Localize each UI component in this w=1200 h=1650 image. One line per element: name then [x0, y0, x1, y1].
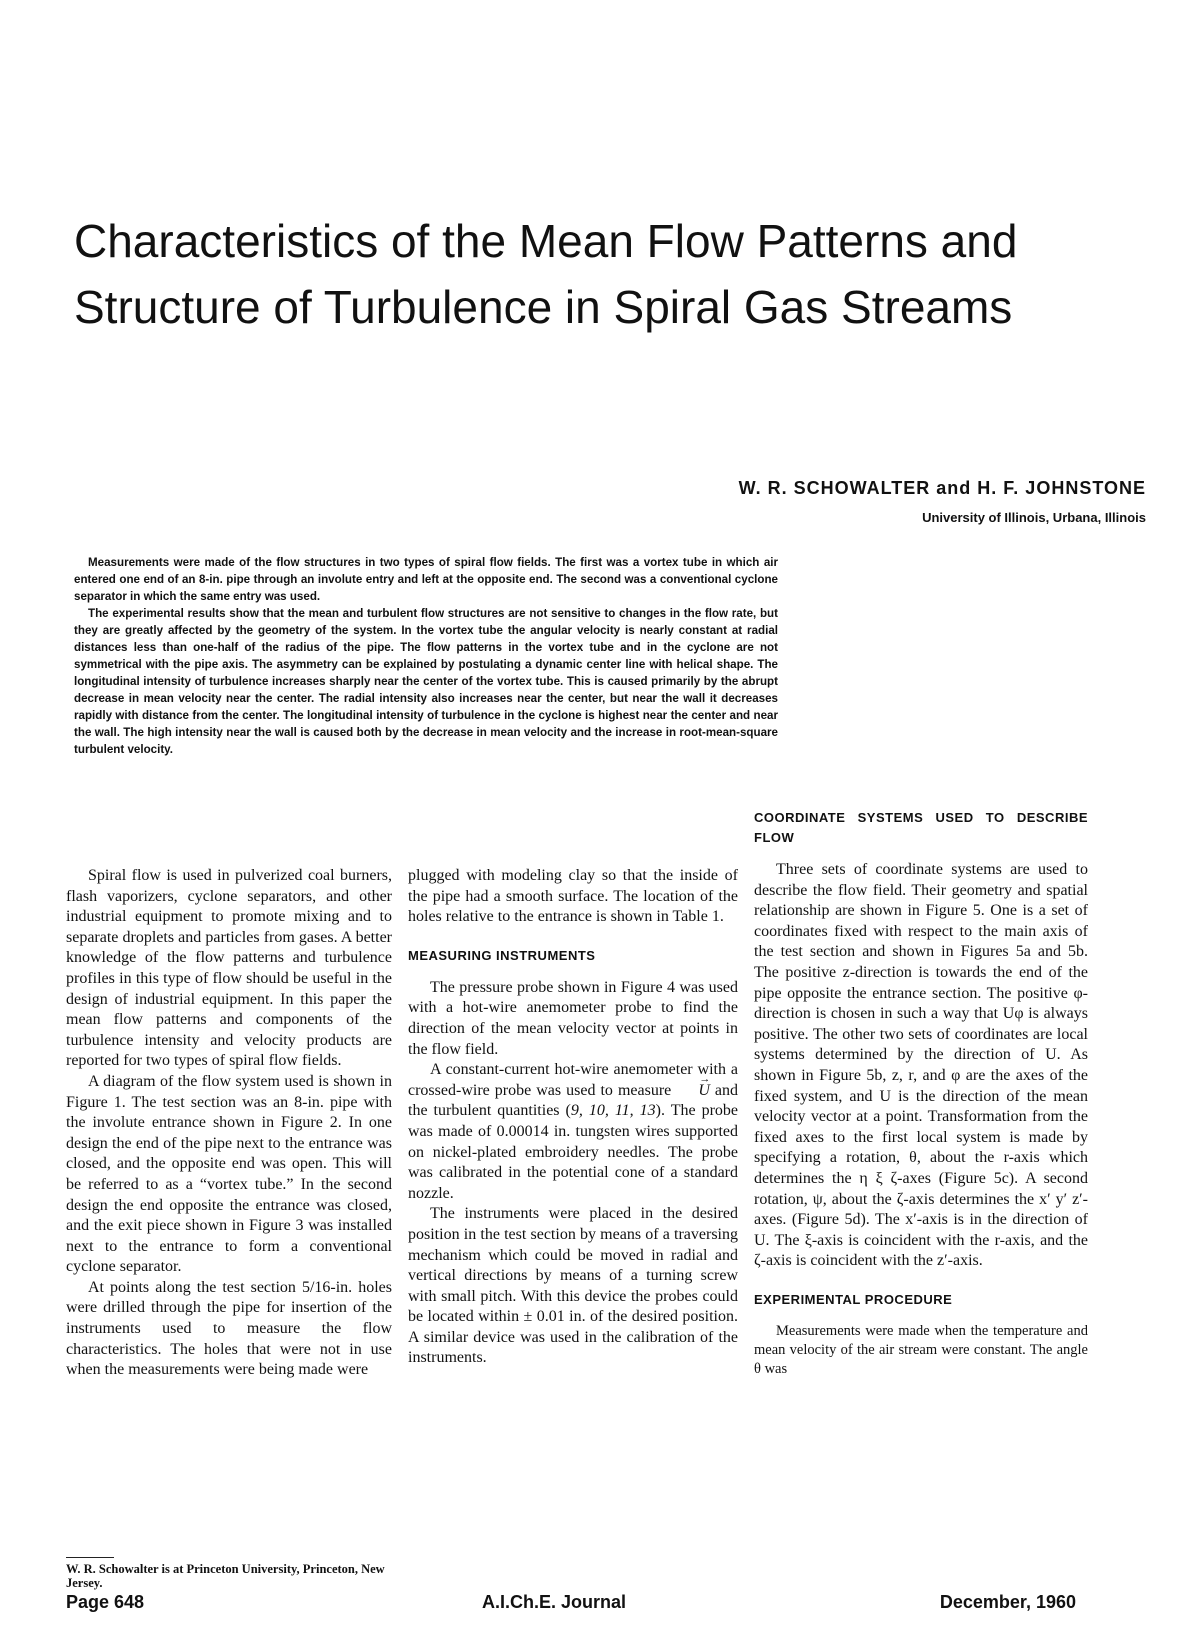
abstract-paragraph: Measurements were made of the flow structures in two types of spiral flow fields. The first was a vortex tube in which air entered one end of an 8-in. pipe through an involute entry and left at the opposite end. The second was a conventional cyclone separator in which the same entry was used.: [74, 556, 778, 603]
body-text: ). The probe was made of 0.00014 in. tungsten wires supported on nickel-plated embroidery needles. The probe was calibrated in the potential cone of a standard nozzle.: [408, 1102, 739, 1202]
body-paragraph: A diagram of the flow system used is shown in Figure 1. The test section was an 8-in. pipe with the involute entrance shown in Figure 2. In one design the end of the pipe next to the entrance was closed, and the opposite end was open. This will be referred to as a “vortex tube.” In the second design the end opposite the entrance was closed, and the exit piece shown in Figure 3 was installed next to the entrance to form a conventional cyclone separator.: [66, 1072, 392, 1276]
abstract: [74, 554, 778, 758]
body-paragraph: [408, 1060, 738, 1204]
page-number: Page 648: [66, 1592, 145, 1612]
body-text: and the turbulent quantities (: [408, 1081, 739, 1120]
body-text: A constant-current hot-wire anemometer with a crossed-wire probe was used to measure: [408, 1061, 738, 1099]
section-heading: MEASURING INSTRUMENTS: [408, 947, 596, 963]
section-heading: COORDINATE SYSTEMS USED TO DESCRIBE FLOW: [754, 810, 1088, 845]
body-paragraph: The instruments were placed in the desired position in the test section by means of a traversing mechanism which could be moved in radial and vertical directions by means of a turning screw with small pitch. With this device the probes could be located within ± 0.01 in. of the desired position. A similar device was used in the calibration of the instruments.: [408, 1205, 738, 1367]
body-paragraph: Measurements were made when the temperature and mean velocity of the air stream were constant. The angle θ was: [754, 1322, 1088, 1377]
body-paragraph: At points along the test section 5/16-in. holes were drilled through the pipe for insertion of the instruments used to measure the flow characteristics. The holes that were not in use when the measurements were being made were: [66, 1278, 392, 1379]
footnote-divider: [66, 1557, 114, 1558]
column-3: [754, 808, 1088, 1379]
footnote: W. R. Schowalter is at Princeton University, Princeton, New Jersey.: [66, 1562, 385, 1590]
body-paragraph: Spiral flow is used in pulverized coal burners, flash vaporizers, cyclone separators, and other industrial equipment to promote mixing and to separate droplets and particles from gases. A better knowledge of the flow patterns and turbulence profiles in this type of flow should be useful in the design of industrial equipment. In this paper the mean flow patterns and components of the turbulence intensity and velocity products are reported for two types of spiral flow fields.: [66, 867, 392, 1070]
column-1: [66, 866, 392, 1381]
issue-date: December, 1960: [939, 1592, 1076, 1612]
body-paragraph: The pressure probe shown in Figure 4 was used with a hot-wire anemometer probe to find the direction of the mean velocity vector at points in the flow field.: [408, 978, 738, 1058]
journal-name: A.I.Ch.E. Journal: [482, 1592, 627, 1612]
body-paragraph: Three sets of coordinate systems are used to describe the flow field. Their geometry and spatial relationship are shown in Figure 5. One is a set of coordinates fixed with respect to the main axis of the test section and shown in Figures 5a and 5b. The positive z-direction is towards the end of the pipe opposite the entrance section. The positive φ-direction is chosen in such a way that Uφ is always positive. The other two sets of coordinates are local systems determined by the direction of U. As shown in Figure 5b, z, r, and φ are the axes of the fixed system, and U is the direction of the mean velocity vector at a point. Transformation from the fixed axes to the first local system is made by specifying a rotation, θ, about the r-axis which determines the η ξ ζ-axes (Figure 5c). A second rotation, ψ, about the ζ-axis determines the x′ y′ z′-axes. (Figure 5d). The x′-axis is in the direction of U. The ξ-axis is coincident with the r-axis, and the ζ-axis is coincident with the z′-axis.: [754, 861, 1088, 1270]
body-paragraph: plugged with modeling clay so that the inside of the pipe had a smooth surface. The location of the holes relative to the entrance is shown in Table 1.: [408, 867, 738, 926]
abstract-paragraph: The experimental results show that the mean and turbulent flow structures are not sensitive to changes in the flow rate, but they are greatly affected by the geometry of the system. In the vortex tube the angular velocity is nearly constant at radial distances less than one-half of the radius of the pipe. The flow patterns in the vortex tube and in the cyclone are not symmetrical with the pipe axis. The asymmetry can be explained by postulating a dynamic center line with helical shape. The longitudinal intensity of turbulence increases sharply near the center of the vortex tube. This is caused primarily by the abrupt decrease in mean velocity near the center. The radial intensity also increases near the center, but near the wall it decreases rapidly with distance from the center. The longitudinal intensity of turbulence in the cyclone is highest near the center and near the wall. The high intensity near the wall is caused both by the decrease in mean velocity and the increase in root-mean-square turbulent velocity.: [74, 607, 778, 756]
affiliation: University of Illinois, Urbana, Illinois: [922, 510, 1146, 525]
authors: W. R. SCHOWALTER and H. F. JOHNSTONE: [738, 478, 1146, 498]
velocity-vector-symbol: → U: [676, 1081, 710, 1102]
section-heading: EXPERIMENTAL PROCEDURE: [754, 1291, 953, 1307]
column-2: [408, 866, 738, 1369]
reference-numbers: 9, 10, 11, 13: [570, 1102, 656, 1120]
paper-title: Characteristics of the Mean Flow Patterns and Structure of Turbulence in Spiral Gas Streams: [74, 215, 1018, 333]
